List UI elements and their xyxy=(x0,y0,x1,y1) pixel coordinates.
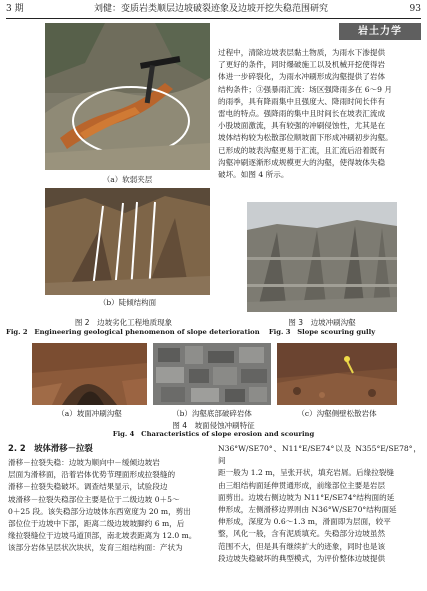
figure2-caption-cn: 图 2 边坡劣化工程地质现象 xyxy=(74,318,173,327)
text-line: 坡滑移－拉裂失稳部位主要是位于二级边坡 0＋5～ xyxy=(8,494,180,504)
text-line: 了更好的条件，同时爆破施工以及机械开挖使得岩 xyxy=(218,60,386,70)
figure4c-photo xyxy=(277,343,397,405)
figure4-caption-en: Fig. 4 Characteristics of slope erosion and scouring xyxy=(112,430,315,438)
journal-badge: 岩土力学 xyxy=(339,23,421,40)
right-column-text xyxy=(218,47,421,181)
text-line: 该部分岩体呈层状次块状，发育三组结构面：产状为 xyxy=(8,543,183,553)
figure2-caption-en: Fig. 2 Engineering geological phenomenon of slope deterioration xyxy=(6,328,260,336)
text-line: 部位位于边坡中下部，距离二级边坡坡脚约 6 m，后 xyxy=(8,519,185,529)
text-line: 伸形成，左侧滑移边界则由 N36°W/SE70°结构面延 xyxy=(218,505,397,515)
page-number: 93 xyxy=(409,4,421,14)
text-line: 已形成的坡表沟壑更易于汇流，且汇流后沿着既有 xyxy=(218,145,386,155)
text-line: 伸形成，深度为 0.6～1.3 m，滑面即为层面，较平 xyxy=(218,517,391,527)
text-line: 范围不大，但是具有继续扩大的迹象，同时也是该 xyxy=(218,541,386,551)
text-line: N36°W/SE70°、N11°E/SE74°以及 N355°E/SE78°，间 xyxy=(218,444,421,466)
left-column-text xyxy=(8,457,214,555)
issue-number: 3 期 xyxy=(6,4,24,14)
text-line: 体进一步碎裂化，为雨水冲刷形成沟壑提供了岩体 xyxy=(218,72,386,82)
text-line: 结构条件；③强暴雨汇流：场区强降雨多在 6～9 月 xyxy=(218,84,392,94)
text-line: 的雨季，具有降雨集中且强度大、降雨时间长伴有 xyxy=(218,96,386,106)
text-line: 破坏。如图 4 所示。 xyxy=(218,170,289,180)
figure4-caption-cn: 图 4 坡面侵蚀冲刷特征 xyxy=(172,421,255,430)
text-line: 雷电的特点。强降雨的集中且时间长在坡表汇流成 xyxy=(218,109,386,119)
text-line: 0＋25 段。该失稳部分边坡体东西宽度为 20 m，剪出 xyxy=(8,506,191,516)
figure2a-subcaption: （a）软弱夹层 xyxy=(102,175,153,184)
figure4a-photo xyxy=(32,343,147,405)
figure4b-subcaption: （b）沟壑底部破碎岩体 xyxy=(172,409,252,418)
text-line: 距一般为 1.2 m，呈张开状，填充岩屑。后缘拉裂缝 xyxy=(218,468,394,478)
figure3-caption-cn: 图 3 边坡冲刷沟壑 xyxy=(288,318,356,327)
text-line: 滑移－拉裂失稳：边坡为顺向中－缓倾边坡岩 xyxy=(8,458,160,467)
text-line: 层面为滑移面，沿着岩体优势节理面形成拉裂缝的 xyxy=(8,470,176,480)
figure4b-photo xyxy=(153,343,271,405)
text-line: 整，风化一般，含有泥质填充。失稳部分边坡虽然 xyxy=(218,529,386,539)
article-title: 刘健：变质岩类顺层边坡破裂迹象及边坡开挖失稳范围研究 xyxy=(94,4,329,14)
figure3-photo xyxy=(247,202,397,312)
section-heading: 2. 2 坡体滑移－拉裂 xyxy=(8,443,93,453)
text-line: 坡体结构较为松散部位顺坡面下形成冲刷初步沟壑。 xyxy=(218,133,393,143)
text-line: 缘拉裂缝位于边坡马道顶部，南北坡表距离为 12.0 m。 xyxy=(8,531,197,541)
text-line: 沟壑冲刷逐渐形成规模更大的沟壑，使得坡体失稳 xyxy=(218,157,386,167)
figure2b-subcaption: （b）陡倾结构面 xyxy=(98,298,157,307)
figure4c-subcaption: （c）沟壑侧壁松散岩体 xyxy=(297,409,377,418)
figure4a-subcaption: （a）坡面冲刷沟壑 xyxy=(57,409,122,418)
text-line: 过程中，清除边坡表层黏土物质，为雨水下渗提供 xyxy=(218,48,386,57)
running-header xyxy=(6,1,421,19)
text-line: 面剪出。边坡右侧边坡为 N11°E/SE74°结构面的延 xyxy=(218,492,395,502)
bottom-right-column-text xyxy=(218,443,421,565)
text-line: 小股坡面激流，具有较强的冲刷侵蚀性，尤其是在 xyxy=(218,121,386,131)
figure3-caption-en: Fig. 3 Slope scouring gully xyxy=(268,328,376,336)
figure2a-photo xyxy=(45,23,210,170)
figure2b-photo xyxy=(45,188,210,295)
text-line: 段边坡失稳破坏的典型模式，为评价整体边坡提供 xyxy=(218,553,386,563)
text-line: 由三组结构面延伸贯通形成，前缘部位主要是岩层 xyxy=(218,480,386,490)
text-line: 滑移－拉裂失稳破坏。调查结果显示，试验段边 xyxy=(8,482,168,492)
